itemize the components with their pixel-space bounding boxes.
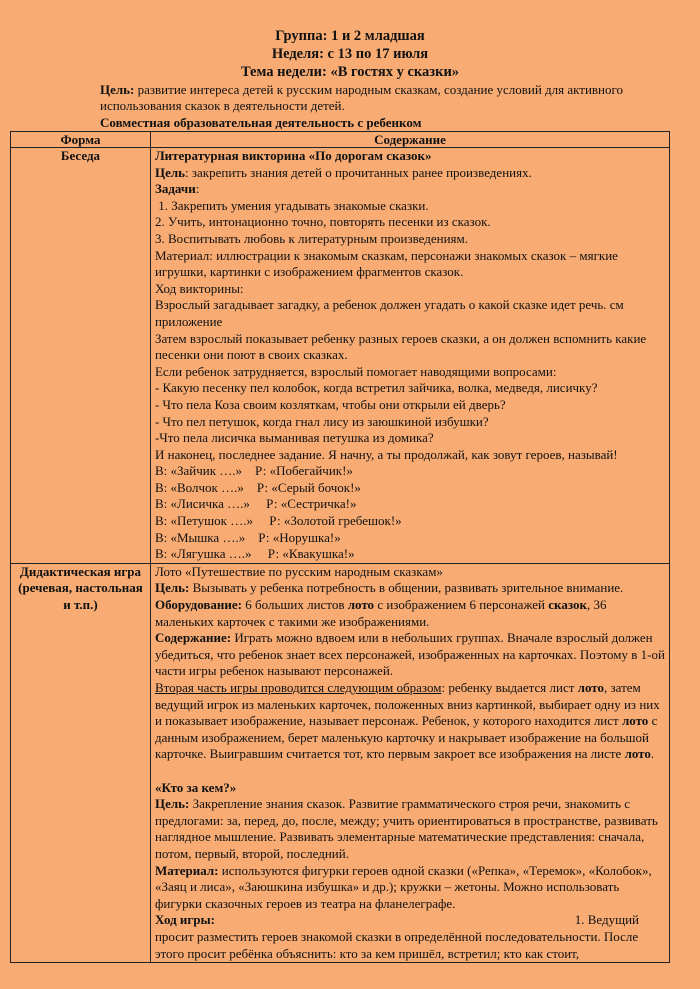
form-cell-didactic-game: Дидактическая игра (речевая, настольная и т.п.) — [11, 563, 151, 962]
table-header-row — [11, 132, 670, 148]
list-item: Затем взрослый показывает ребенку разных героев сказки, а он должен вспомнить какие песенки они поют в своих сказках. — [154, 330, 647, 363]
who-game-material — [155, 863, 665, 913]
list-item: - Что пела Коза своим козляткам, чтобы они открыли ей дверь? — [154, 396, 506, 412]
quiz-goal — [155, 165, 665, 182]
list-item: В: «Волчок ….» Р: «Серый бочок!» — [154, 479, 361, 495]
list-item: - Какую песенку пел колобок, когда встретил зайчика, волка, медведя, лисичку? — [154, 380, 598, 396]
form-cell-conversation: Беседа — [11, 148, 151, 564]
loto-part-two — [155, 680, 665, 763]
part-two-bold: лото — [621, 713, 649, 729]
quiz-goal-text: : закрепить знания детей о прочитанных ранее произведениях. — [185, 164, 532, 180]
material-text: используются фигурки героев одной сказки («Репка», «Теремок», «Колобок», «Заяц и лиса», «Заюшкина избушка» и др.); кружки – жетоны. Можно использовать фигурки сказочных героев из театра на фланелеграфе. — [154, 862, 652, 911]
content-cell-games — [150, 563, 669, 962]
content-label: Содержание: — [154, 630, 232, 646]
list-item: -Что пела лисичка выманивая петушка из домика? — [154, 430, 434, 446]
loto-goal-label: Цель: — [154, 580, 190, 596]
list-item: И наконец, последнее задание. Я начну, а ты продолжай, как зовут героев, называй! — [154, 446, 618, 462]
who-game-goal — [155, 796, 665, 862]
equipment-text: с изображением 6 персонажей — [374, 597, 549, 613]
list-item: В: «Лягушка ….» Р: «Квакушка!» — [154, 546, 355, 562]
content-cell-quiz — [150, 148, 669, 564]
quiz-tasks-label: Задачи — [154, 181, 196, 197]
who-goal-label: Цель: — [154, 796, 190, 812]
part-two-bold: лото — [624, 746, 651, 762]
week-goal — [100, 82, 660, 114]
material-label: Материал: — [154, 862, 219, 878]
part-two-text: с данным изображением, берет маленькую карточку и накрывает изображение на большой карточке. Выигравшим считается тот, кто первым закроет все изображения на листе — [154, 713, 658, 762]
document-header — [0, 0, 700, 81]
list-item: Материал: иллюстрации к знакомым сказкам, персонажи знакомых сказок – мягкие игрушки, картинки с изображением фрагментов сказок. — [154, 247, 618, 280]
list-item: В: «Лисичка ….» Р: «Сестричка!» — [154, 496, 357, 512]
header-content: Содержание — [150, 132, 669, 148]
quiz-tasks-heading — [155, 181, 665, 198]
table-row — [11, 563, 670, 962]
list-item: В: «Мышка ….» Р: «Норушка!» — [154, 529, 341, 545]
spacer — [155, 763, 665, 780]
part-two-bold: лото — [577, 680, 604, 695]
who-game-title: «Кто за кем?» — [154, 779, 237, 795]
equipment-text: , 36 маленьких карточек с такими же изображениями. — [154, 597, 607, 629]
table-row — [11, 148, 670, 564]
list-item: - Что пел петушок, когда гнал лису из заюшкиной избушки? — [154, 413, 489, 429]
quiz-goal-label: Цель — [154, 164, 186, 180]
content-text: Играть можно вдвоем или в небольших группах. Вначале взрослый должен убедиться, что ребенок знает всех персонажей, изображенных на карточках. Поэтому в 1-ой части игры ребенок называют персонажей. — [154, 630, 665, 679]
list-item: 2. Учить, интонационно точно, повторять песенки из сказок. — [154, 214, 491, 230]
who-game-move-heading — [155, 912, 665, 929]
header-form: Форма — [11, 132, 151, 148]
who-game-move-text: просит разместить героев знакомой сказки в определённой последовательности. После этого просит ребёнка объяснить: кто за кем пришёл, встретил; кто как стоит, — [154, 928, 639, 961]
list-item: Ход викторины: — [154, 280, 244, 296]
equipment-text: 6 больших листов — [242, 597, 348, 613]
activity-table — [10, 131, 670, 963]
joint-activity-title: Совместная образовательная деятельность с ребенком — [100, 115, 422, 130]
loto-title: Лото «Путешествие по русским народным сказкам» — [154, 563, 443, 579]
group-heading: Группа: 1 и 2 младшая — [275, 28, 425, 44]
part-two-text: . — [650, 746, 655, 762]
part-two-text: : ребенку выдается лист — [441, 680, 578, 695]
week-heading: Неделя: с 13 по 17 июля — [271, 46, 429, 62]
list-item: Если ребенок затрудняется, взрослый помогает наводящими вопросами: — [154, 363, 557, 379]
list-item: 1. Закрепить умения угадывать знакомые сказки. — [154, 197, 429, 213]
loto-goal-text: Вызывать у ребенка потребность в общении, развивать зрительное внимание. — [189, 580, 624, 596]
equipment-bold: сказок — [548, 597, 587, 613]
part-two-underlined: Вторая часть игры проводится следующим образом — [154, 680, 442, 695]
list-item: Взрослый загадывает загадку, а ребенок должен угадать о какой сказке идет речь. см приложение — [154, 297, 624, 329]
goal-text: развитие интереса детей к русским народным сказкам, создание условий для активного использования сказок в деятельности детей. — [100, 82, 624, 113]
part-two-text: , затем ведущий игрок из маленьких карточек, положенных вниз картинкой, выбирает одну из них и показывает изображение, называет персонаж. Ребенок, у которого находится лист — [154, 680, 660, 729]
equipment-bold: лото — [347, 597, 375, 613]
loto-content — [155, 630, 665, 680]
theme-heading: Тема недели: «В гостях у сказки» — [240, 64, 460, 80]
loto-goal — [155, 580, 665, 597]
move-label: Ход игры: — [154, 912, 216, 928]
move-right-text: 1. Ведущий — [574, 912, 639, 928]
loto-equipment — [155, 597, 665, 630]
who-goal-text: Закрепление знания сказок. Развитие грамматического строя речи, знакомить с предлогами: за, перед, до, после, между; учить ориентироваться в пространстве, развивать наглядное мышление. Развивать элементарные математические представления: сначала, потом, первый, второй, последний. — [154, 796, 658, 861]
list-item: 3. Воспитывать любовь к литературным произведениям. — [154, 230, 468, 246]
list-item: В: «Петушок ….» Р: «Золотой гребешок!» — [154, 513, 402, 529]
equipment-label: Оборудование: — [154, 597, 243, 613]
goal-label: Цель: — [100, 82, 135, 97]
quiz-title: Литературная викторина «По дорогам сказок» — [154, 148, 432, 163]
quiz-tasks-colon: : — [195, 181, 200, 197]
list-item: В: «Зайчик ….» Р: «Побегайчик!» — [154, 463, 353, 479]
